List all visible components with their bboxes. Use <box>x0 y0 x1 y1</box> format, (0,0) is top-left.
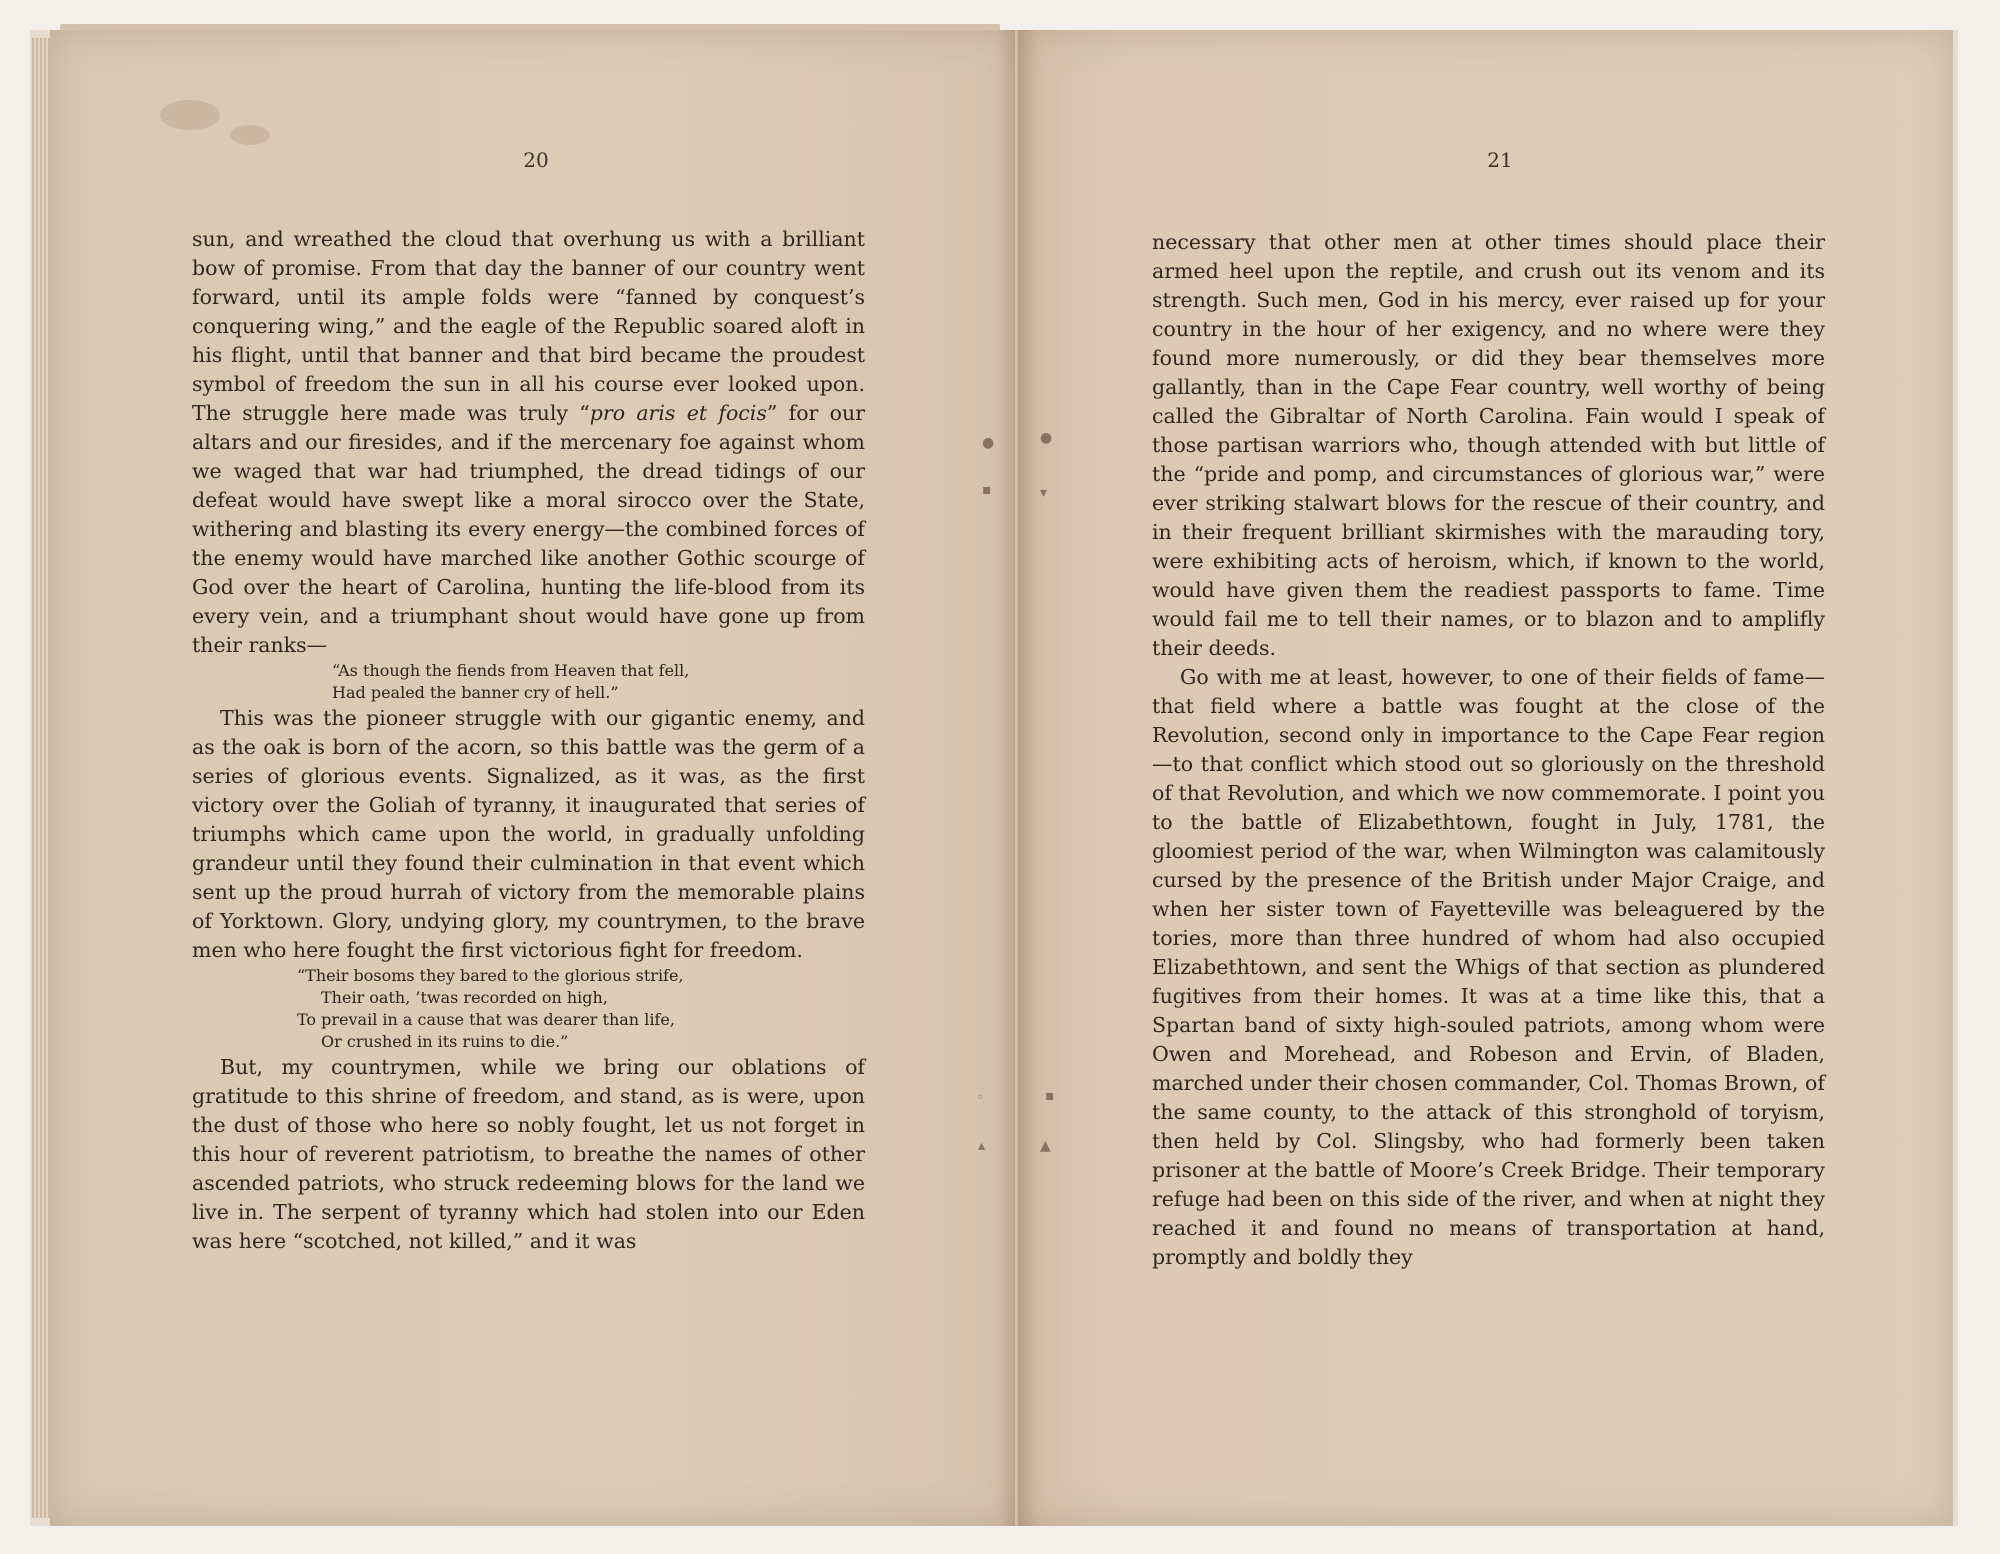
verse-line: To prevail in a cause that was dearer than life, <box>297 1010 675 1029</box>
paper-stain <box>230 125 270 145</box>
book-gutter <box>998 30 1038 1526</box>
binding-hole-mark: ▪ <box>1045 1088 1055 1104</box>
right-page-text <box>1152 228 1825 1272</box>
binding-hole-mark: ● <box>1040 430 1053 446</box>
text-run: Go with me at least, however, to one of their fields of fame—that field where a battle was fought at the close of the Revolution, second only in importance to the Cape Fear region—to that conflict which stood out so gloriously on the threshold of that Revolution, and which we now commemorate. I point you to the battle of Elizabethtown, fought in July, 1781, the gloomiest period of the war, when Wilmington was calamitously cursed by the presence of the British under Major Craige, and when her sister town of Fayetteville was beleaguered by the tories, more than three hundred of whom had also occupied Elizabethtown, and sent the Whigs of that section as plundered fugitives from their homes. It was at a time like this, that a Spartan band of sixty high-souled patriots, among whom were Owen and Morehead, and Robeson and Ervin, of Bladen, marched under their chosen commander, Col. Thomas Brown, of the same county, to the attack of this stronghold of toryism, then held by Col. Slingsby, who had formerly been taken prisoner at the battle of Moore’s Creek Bridge. Their temporary refuge had been on this side of the river, and when at night they reached it and found no means of transportation at hand, promptly and boldly they <box>1152 665 1825 1269</box>
paragraph <box>192 1053 865 1256</box>
paragraph <box>1152 228 1825 663</box>
binding-hole-mark: ◦ <box>976 1090 985 1106</box>
paragraph <box>192 225 865 660</box>
binding-hole-mark: ▲ <box>1040 1138 1051 1154</box>
verse-quotation <box>192 965 865 1053</box>
page-number-right: 21 <box>1487 148 1513 172</box>
binding-hole-mark: ▴ <box>978 1138 986 1154</box>
paragraph <box>1152 663 1825 1272</box>
left-page-text <box>192 225 865 1256</box>
verse-line: Or crushed in its ruins to die.” <box>321 1032 569 1051</box>
text-run: necessary that other men at other times should place their armed heel upon the reptile, and crush out its venom and its strength. Such men, God in his mercy, ever raised up for your country in the hour of her exigency, and no where were they found more numerously, or did they bear themselves more gallantly, than in the Cape Fear country, well worthy of being called the Gibraltar of North Carolina. Fain would I speak of those partisan warriors who, though attended with but little of the “pride and pomp, and circumstances of glorious war,” were ever striking stalwart blows for the rescue of their country, and in their frequent brilliant skirmishes with the marauding tory, were exhibiting acts of heroism, which, if known to the world, would have given them the readiest passports to fame. Time would fail me to tell their names, or to blazon and to amplifly their deeds. <box>1152 230 1825 660</box>
verse-quotation <box>192 660 865 704</box>
text-run: sun, and wreathed the cloud that overhung us with a brilliant bow of promise. From that day the banner of our country went forward, until its ample folds were “fanned by conquest’s conquering wing,” and the eagle of the Republic soared aloft in his flight, until that banner and that bird became the proudest symbol of freedom the sun in all his course ever looked upon. The struggle here made was truly “ <box>192 227 865 425</box>
verse-line: Had pealed the banner cry of hell.” <box>332 683 619 702</box>
verse-line: Their oath, ’twas recorded on high, <box>321 988 608 1007</box>
binding-hole-mark: ▪ <box>982 482 992 498</box>
paper-stain <box>160 100 220 130</box>
verse-line: “As though the fiends from Heaven that fell, <box>332 661 690 680</box>
text-run: This was the pioneer struggle with our gigantic enemy, and as the oak is born of the acorn, so this battle was the germ of a series of glorious events. Signalized, as it was, as the first victory over the Goliah of tyranny, it inaugurated that series of triumphs which came upon the world, in gradually unfolding grandeur until they found their culmination in that event which sent up the proud hurrah of victory from the memorable plains of Yorktown. Glory, undying glory, my countrymen, to the brave men who here fought the first victorious fight for freedom. <box>192 706 865 962</box>
page-number-left: 20 <box>523 148 549 172</box>
text-run: ” for our altars and our firesides, and if the mercenary foe against whom we waged that war had triumphed, the dread tidings of our defeat would have swept like a moral sirocco over the State, withering and blasting its every energy—the combined forces of the enemy would have marched like another Gothic scourge of God over the heart of Carolina, hunting the life-blood from its every vein, and a triumphant shout would have gone up from their ranks— <box>192 401 865 657</box>
binding-hole-mark: ▾ <box>1040 485 1048 501</box>
text-run: But, my countrymen, while we bring our oblations of gratitude to this shrine of freedom, and stand, as is were, upon the dust of those who here so nobly fought, let us not forget in this hour of reverent patriotism, to breathe the names of other ascended patriots, who struck redeeming blows for the land we live in. The serpent of tyranny which had stolen into our Eden was here “scotched, not killed,” and it was <box>192 1055 865 1253</box>
binding-hole-mark: ● <box>982 435 995 451</box>
verse-line: “Their bosoms they bared to the glorious strife, <box>297 966 684 985</box>
italic-phrase: pro aris et focis <box>589 401 767 425</box>
paragraph <box>192 704 865 965</box>
